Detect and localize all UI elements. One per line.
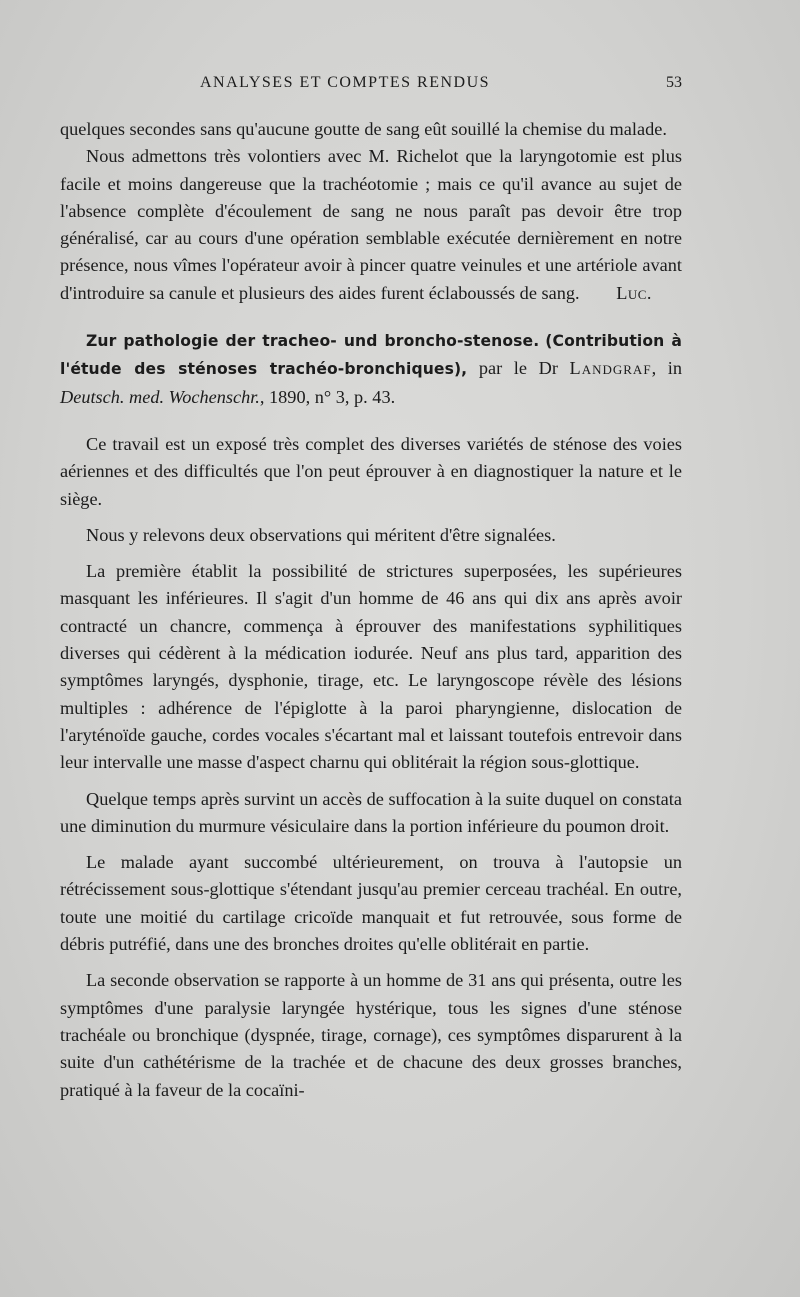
- article-by: par le: [478, 358, 527, 379]
- article-heading: [60, 327, 682, 411]
- article-title-de: Zur pathologie der tracheo- und broncho-stenose.: [86, 332, 540, 351]
- paragraph-overview: Ce travail est un exposé très complet des diverses variétés de sténose des voies aériennes et des difficultés que l'on peut éprouver à en diagnostiquer la nature et le siège.: [60, 433, 682, 509]
- paragraph-richelot: [60, 143, 682, 307]
- author-signature: Luc.: [616, 282, 652, 303]
- journal-name: Deutsch. med. Wochenschr.: [60, 386, 260, 407]
- article-author: Landgraf: [569, 358, 652, 379]
- paragraph-second-observation: La seconde observation se rapporte à un homme de 31 ans qui présenta, outre les symptômes d'une paralysie laryngée hystérique, tous les signes d'une sténose trachéale ou bronchique (dyspnée, tirage, cornage), ces symptômes disparurent à la suite d'un cathétérisme de la trachée et de chacune des deux grosses branches, pratiqué à la faveur de la cocaïni-: [60, 970, 682, 1100]
- article-in: , in: [651, 358, 682, 379]
- article-title-fr: (Contribution à l'étude des sténoses trachéo-bronchiques),: [60, 332, 682, 379]
- author-title: Dr: [538, 358, 558, 379]
- running-title: ANALYSES ET COMPTES RENDUS: [200, 74, 491, 91]
- paragraph-continuation: quelques secondes sans qu'aucune goutte de sang eût souillé la chemise du malade.: [60, 119, 667, 139]
- paragraph-text: Nous admettons très volontiers avec M. Richelot que la laryngotomie est plus facile et moins dangereuse que la trachéotomie ; mais ce qu'il avance au sujet de l'absence complète d'écoulement de sang ne nous paraît pas devoir être trop généralisé, car au cours d'une opération semblable exécutée dernièrement en notre présence, nous vîmes l'opérateur avoir à pincer quatre veinules et une artériole avant d'introduire sa canule et plusieurs des aides furent éclaboussés de sang.: [60, 146, 682, 303]
- paragraph-first-observation: La première établit la possibilité de strictures superposées, les supérieures masquant les inférieures. Il s'agit d'un homme de 46 ans qui dix ans après avoir contracté un chancre, commença à éprouver des manifestations syphilitiques diverses qui cédèrent à la médication iodurée. Neuf ans plus tard, apparition des symptômes laryngés, dysphonie, tirage, etc. Le laryngoscope révèle des lésions multiples : adhérence de l'épiglotte à la paroi pharyngienne, dislocation de l'aryténoïde gauche, cordes vocales s'écartant mal et laissant toutefois entrevoir dans leur intervalle une masse d'aspect charnu qui oblitérait la région sous-glottique.: [60, 561, 682, 773]
- paragraph-autopsy: Le malade ayant succombé ultérieurement, on trouva à l'autopsie un rétrécissement sous-glottique s'étendant jusqu'au premier cerceau trachéal. En outre, toute une moitié du cartilage cricoïde manquait et fut retrouvée, sous forme de débris putréfié, dans une des bronches droites qu'elle oblitérait en partie.: [60, 852, 682, 955]
- paragraph-suffocation: Quelque temps après survint un accès de suffocation à la suite duquel on constata une diminution du murmure vésiculaire dans la portion inférieure du poumon droit.: [60, 788, 682, 836]
- page-body: [60, 116, 682, 1104]
- page-number: 53: [666, 74, 682, 91]
- running-header: [60, 74, 682, 96]
- paragraph-observations: Nous y relevons deux observations qui méritent d'être signalées.: [86, 524, 556, 545]
- citation: , 1890, n° 3, p. 43.: [259, 386, 396, 407]
